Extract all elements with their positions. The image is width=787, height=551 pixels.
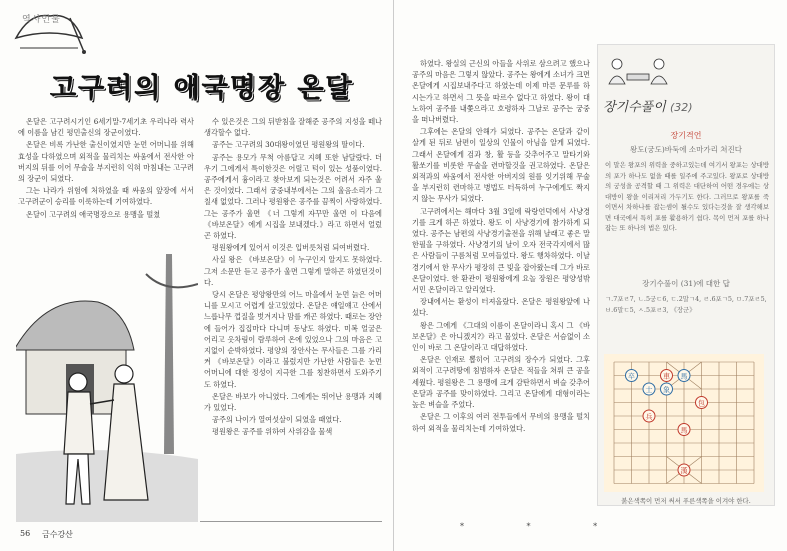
paragraph: 당시 온달은 평양왕만의 어느 마을에서 눈먼 늙은 어머니를 모시고 어렵게 살고있었다. 온달은 얘일얘고 산에서 느릅나무 껍질을 벗겨지나 맘를 캐곤 하였다. 때로는 장안에 들어가 집집마다 다니며 동냥도 하였다. 미복 얼굴은 어리고 옷차림이 람루하여 온에 있었으나 그의 마음은 고지없이 순박하였다. 평양의 장안사는 무사들은 그를 가리켜 《바보온달》이라고 불렀지만 가난한 사람들은 눈먼 어머니에 대한 정성이 지극한 그를 칭찬하면서 도와주기도 하였다. xyxy=(204,290,382,389)
paragraph: 공주는 용모가 무척 아름답고 지혜 또한 남달랐다. 더우기 그에게서 특이한것은 어릴고 턱이 있는 성품이였다. 공주에게서 흉이라고 찾아보게 되는것은 어려서 자주 울은 것이였다. 그래서 궁중내부에서는 그의 울음소리가 그칠새 없었다. 그러나 평원왕은 공주를 끔찍이 사랑하였다. 그는 공주가 울면 《너 그렇게 자꾸만 울면 이 다음에 《바보온달》에게 시집을 보내겠다.》라고 하면서 얼렀 곤 하였다. xyxy=(204,152,382,241)
star: * xyxy=(460,522,494,531)
janggi-piece xyxy=(678,370,690,382)
janggi-title-text: 장기수풀이 xyxy=(603,100,666,115)
article-title: 고구려의 애국명장 온달 xyxy=(50,73,354,104)
janggi-piece xyxy=(696,397,708,409)
janggi-piece-label: 士 xyxy=(645,386,653,394)
janggi-answer-text: ㄱ.7포ㄹ7, ㄴ.5궁ㄷ6, ㄷ.2말ㄱ4, ㄹ.6포ㄱ5, ㅁ.7포ㄹ5, ㅂ.6말ㄷ5, ㅅ.5포ㄹ3, 《장군》 xyxy=(605,295,767,314)
paragraph: 하였다. 왕실의 근신의 아들을 사위로 삼으려고 했으나 공주의 마음은 그렇지 않았다. 공주는 왕에게 소녀가 크면 온달에게 시집보내주다고 하였는데 이제 마른 문루를 하시는가고 하면서 그 뜻을 따르수 없다고 하였다. 왕이 대노하여 공주를 내쫓으라고 호령하자 그날로 공주는 궁중을 떠나버렸다. xyxy=(412,59,590,125)
janggi-answer-title: 장기수풀이 (31)에 대한 답 xyxy=(642,279,730,288)
paragraph: 수 있은것은 그의 뒤받침을 잘해준 공주의 지성을 떼나 생각할수 없다. xyxy=(204,117,382,138)
ondal-illustration xyxy=(16,254,198,522)
janggi-piece-label: 漢 xyxy=(680,467,688,475)
janggi-section: 장기격언 xyxy=(670,131,702,140)
janggi-proverb: 왕도(궁도)바둑에 소마가리 쳐진다 xyxy=(629,145,743,154)
page-spine xyxy=(393,0,394,551)
paragraph: 온달은 그 이후의 여러 전투들에서 무비의 용맹을 떨치하여 외적을 물리치는데 기여하였다. xyxy=(412,412,590,433)
paragraph: 온달은 고구려시기인 6세기말-7세기초 우리나라 력사에 이름을 남긴 평민출신의 장군이였다. xyxy=(18,117,194,138)
paragraph: 장내에서는 환성이 터져올랐다. 온달은 평원왕앞에 나섰다. xyxy=(412,297,590,318)
paragraph: 평원왕에게 있어서 이것은 입버릇처럼 되여버렸다. xyxy=(212,243,370,253)
janggi-issue-number: (32) xyxy=(669,101,693,114)
paragraph: 온달은 바보가 아니였다. 그에게는 뛰어난 용맹과 지혜가 있었다. xyxy=(204,391,382,413)
janggi-title xyxy=(603,96,693,115)
paragraph: 고구려에서는 해마다 3월 3일에 락랑언덕에서 사냥경기를 크게 하곤 하였다. 왕도 이 사냥경기에 참가하게 되였다. 공주는 남편의 사냥경기출전을 위해 날래고 좋은 말 한필을 구하였다. 사냥경기의 날이 오자 전국각지에서 많은 사람들이 구름처럼 모여들었다. 왕도 행차하였다. 이날 경기에서 한 무사가 평장히 큰 빛을 잡아왔는데 그가 바로 온달이였다. 한 환관이 평원왕에게 요놀 장원은 평양성밖 서민 온달이라고 알리였다. xyxy=(412,206,590,295)
janggi-piece xyxy=(661,370,673,382)
janggi-piece xyxy=(626,370,638,382)
section-stars xyxy=(460,522,627,531)
janggi-piece-label: 卒 xyxy=(628,372,635,381)
section-badge-label: 역사인물 xyxy=(22,15,61,25)
left-column-2 xyxy=(204,116,382,439)
paragraph: 왕은 그에게 《그대의 이름이 온달이라니 혹시 그 《바보온달》은 아니겠지?》라고 물었다. 온달은 서슴없이 소인이 바로 그 온달이라고 대답하였다. xyxy=(412,320,590,353)
janggi-piece-label: 象 xyxy=(663,386,670,394)
janggi-board xyxy=(604,354,764,492)
page-number: 56 xyxy=(20,529,31,538)
janggi-piece-label: 兵 xyxy=(645,413,653,421)
janggi-piece-label: 馬 xyxy=(680,372,688,381)
janggi-board-grid xyxy=(604,354,764,492)
janggi-piece xyxy=(643,410,655,422)
paragraph: 그는 나라가 위험에 처하였을 때 싸움의 앞장에 서서 고구려군이 승리를 이룩하는데 기여하였다. xyxy=(18,186,194,207)
paragraph: 평원왕은 공주를 위하여 사위감을 물색 xyxy=(212,427,333,437)
paragraph: 그후에는 온달의 안해가 되였다. 공주는 온달과 같이 살게 된 뒤로 남편이 일상의 인물이 아님을 알게 되였다. 그래서 온달에게 검과 창, 활 등을 갖추어주고 말타기와 활쏘기를 비롯한 무술을 련마할것을 권고하였다. 온달은 외적과의 싸움에서 전사한 아버지의 원를 잇기위해 무술을 부지런히 련마하고 병법도 터득하여 누구에게도 짝지지 않는 무사가 되였다. xyxy=(412,127,590,204)
janggi-players-icon xyxy=(603,50,673,90)
janggi-piece-label: 馬 xyxy=(680,426,688,435)
paragraph: 온달이 고구려의 애국명장으로 용맹을 떨쳤 xyxy=(26,209,161,219)
janggi-piece-label: 車 xyxy=(663,372,670,381)
column-rule xyxy=(200,521,382,522)
janggi-piece xyxy=(678,424,690,436)
janggi-piece xyxy=(678,464,690,476)
paragraph: 공주의 나이가 열여섯살이 되였을 때였다. xyxy=(212,415,342,425)
paragraph: 온달은 인재로 뽑히어 고구려의 장수가 되였다. 그후 외적이 고구려땅에 침범하자 온달은 적들을 쳐뤄 큰 공을 세웠다. 평원왕은 그 용맹에 크게 감탄하면서 벼슬 갖추어 온달과 공주를 맞이하였다. 그리고 온달에게 대형이라는 높은 벼슬을 주었다. xyxy=(412,355,590,410)
star: * xyxy=(526,522,561,531)
paragraph: 사실 왕은 《바보온달》이 누구인지 알지도 못하였다. 그저 소문만 듣고 공주가 울면 그렇게 말하곤 하였던것이다. xyxy=(204,255,382,287)
janggi-piece-label: 包 xyxy=(698,399,705,408)
paragraph: 온달은 비록 가난한 출신이였지만 눈먼 어머니를 위해 효성을 다하였으며 외적을 물리치는 싸움에서 전사한 아버지의 뒤를 이어 무술을 부지런히 익혀 마침내는 고구려의 장군이 되였다. xyxy=(18,140,194,184)
left-column-1 xyxy=(18,116,194,221)
janggi-caption: 붉은색쪽이 먼저 써서 푸른색쪽을 이겨야 한다. xyxy=(621,497,751,505)
star: * xyxy=(593,522,628,531)
janggi-piece xyxy=(661,383,673,395)
magazine-name: 금수강산 xyxy=(42,530,73,539)
janggi-body: 이 말은 왕포의 위력을 중하고있는데 여기서 왕포는 상대방의 포가 하나도 없을 때를 일주에 주고있다. 왕포로 상대방의 궁성을 공격할 때 그 위력은 대단하여 어떤 경우에는 상대방이 왕을 이리저리 가두기도 한다. 그러므로 왕포를 죽이면서 차하나를 잡는셈이 될수도 있다는것을 잘 생각해보면 대국에서 특히 포를 활용하기 쉽다. 목이 먼저 포를 하나 잡는 또 하나의 법은 있다. xyxy=(605,161,769,232)
right-column-1 xyxy=(412,58,590,435)
janggi-piece xyxy=(643,383,655,395)
paragraph: 공주는 고구려의 30대왕이였던 평원왕의 딸이다. xyxy=(212,140,365,150)
